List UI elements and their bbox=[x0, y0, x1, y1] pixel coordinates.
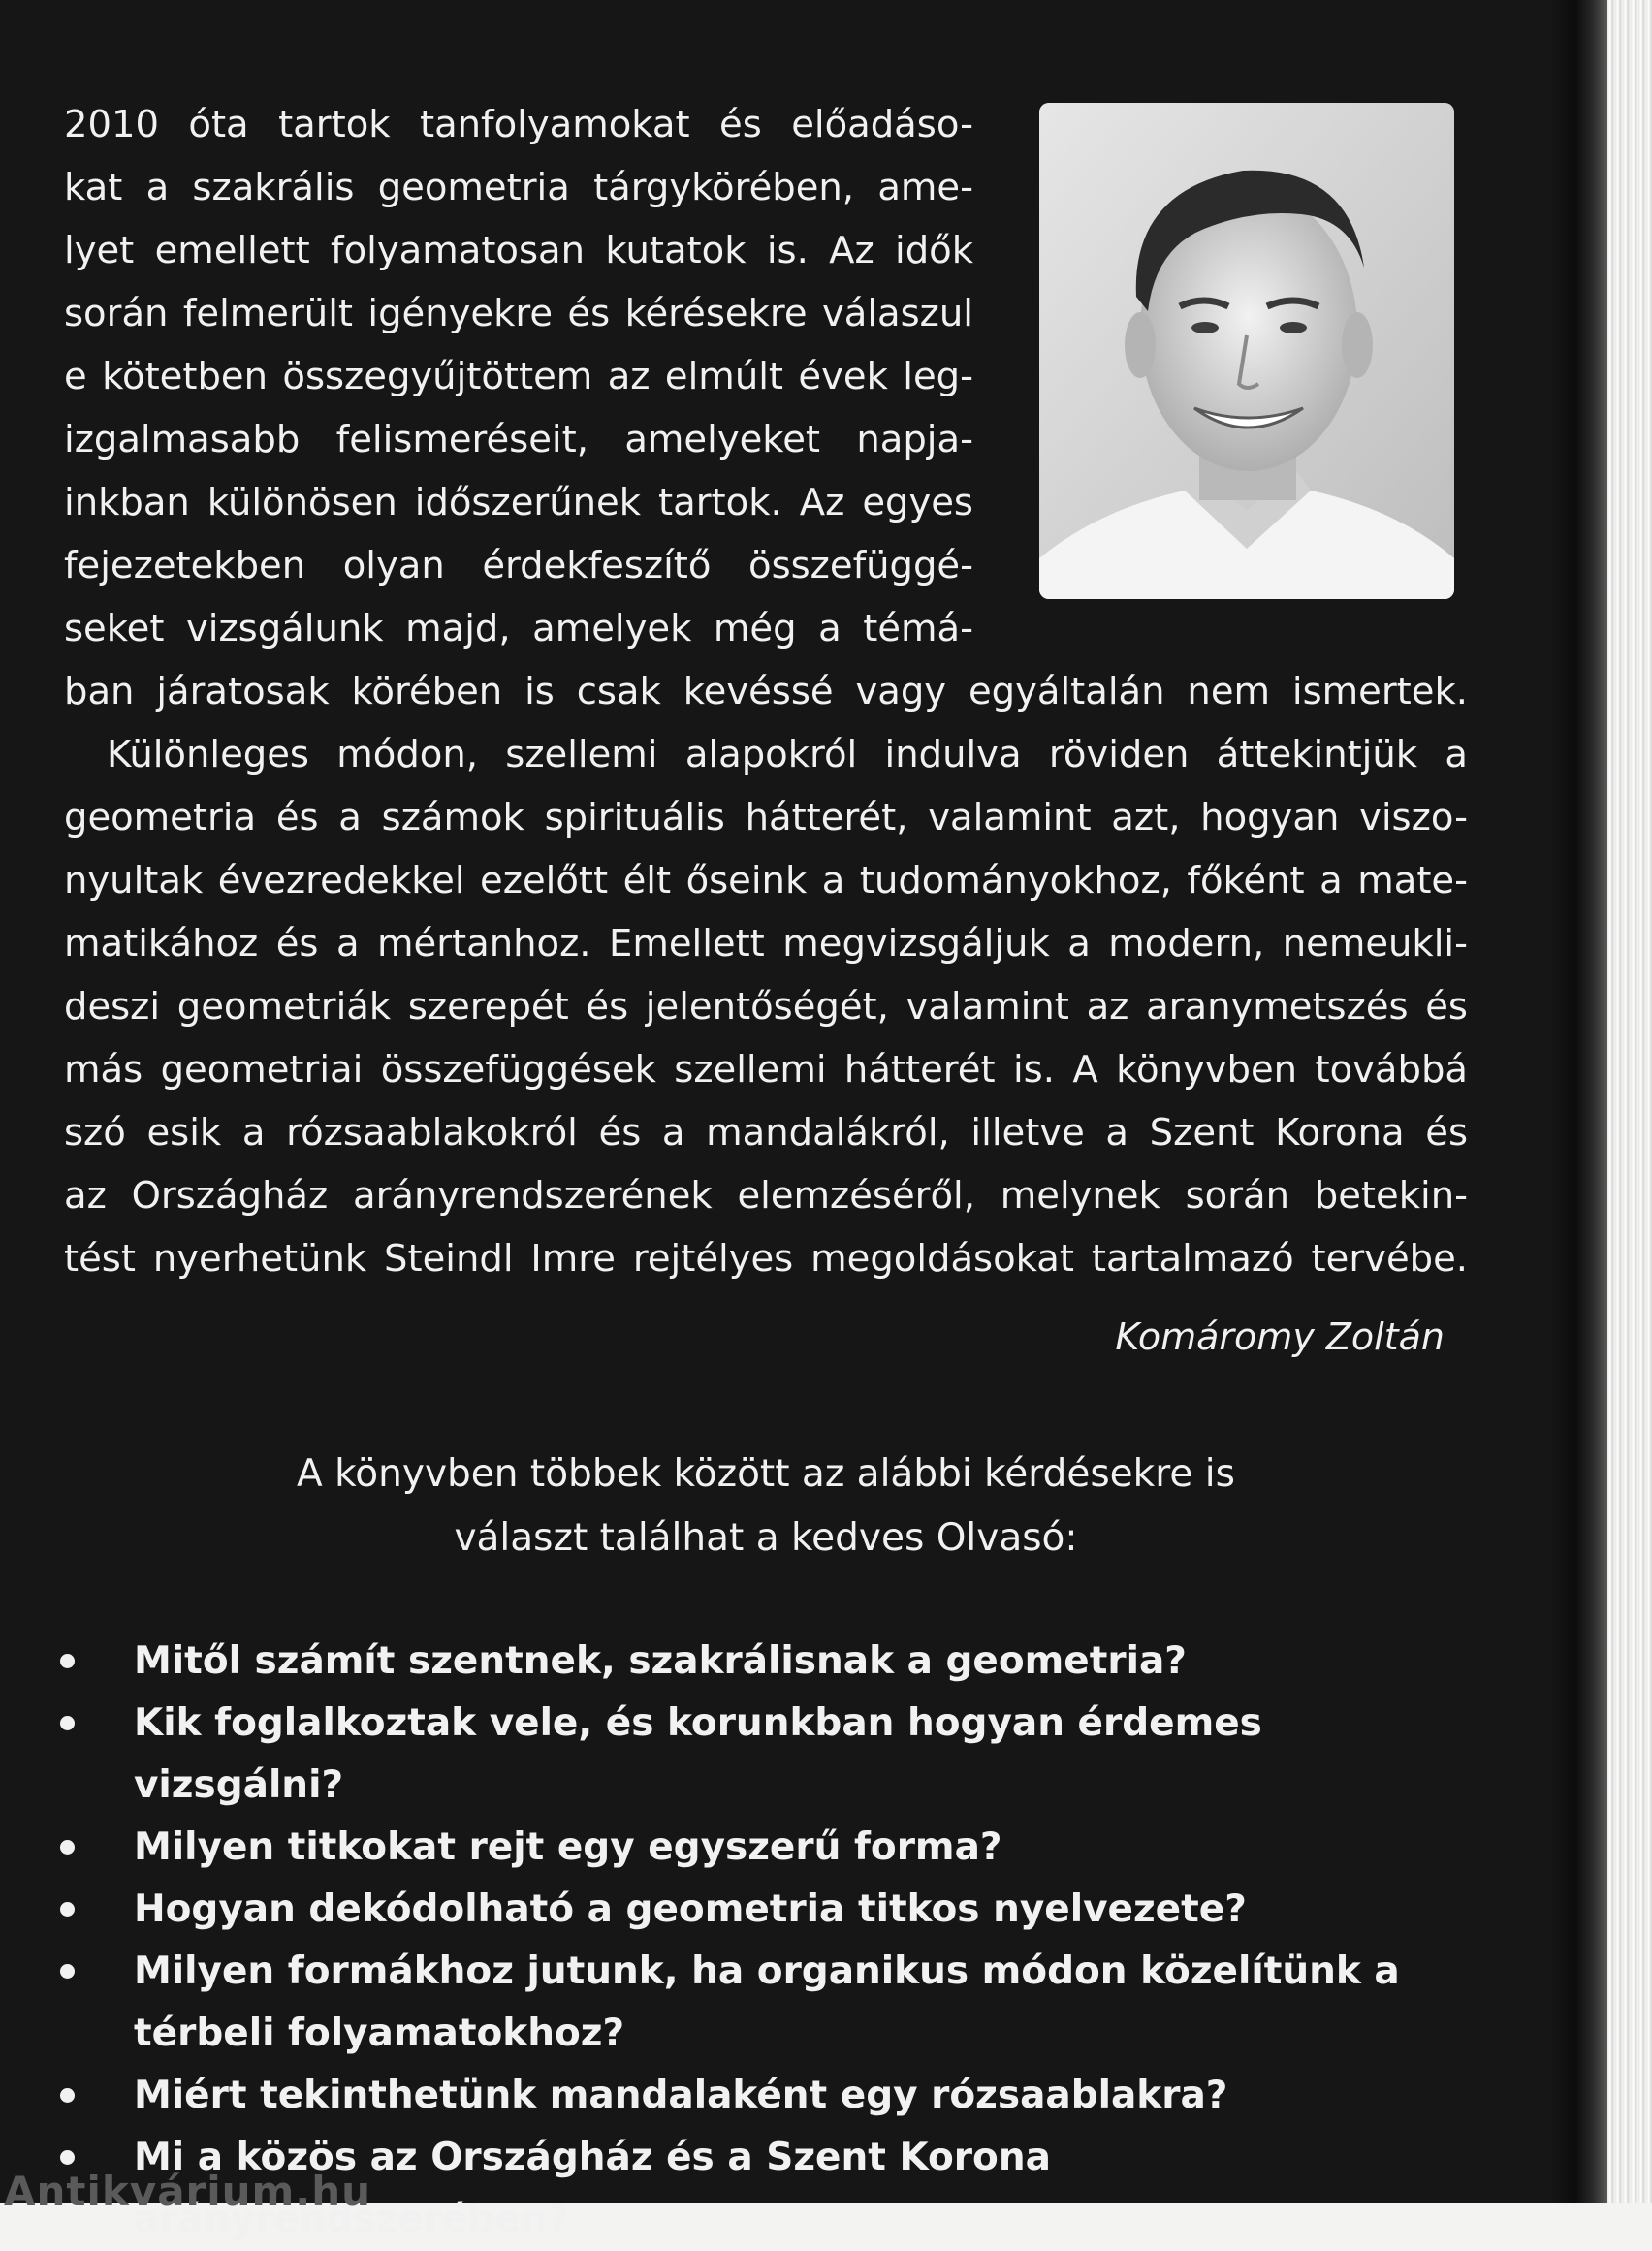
question-item bbox=[58, 1941, 1474, 2065]
intro-line: lyet emellett folyamatosan kutatok is. Az idők bbox=[64, 229, 973, 272]
bullet-icon bbox=[60, 2088, 75, 2103]
question-text: Milyen formákhoz jutunk, ha organikus módon közelítünk a térbeli folyamatokhoz? bbox=[134, 1950, 1400, 2055]
intro-line: inkban különösen időszerűnek tartok. Az egyes bbox=[64, 481, 973, 524]
intro-line: tést nyerhetünk Steindl Imre rejtélyes megoldásokat tartalmazó tervébe. bbox=[64, 1237, 1468, 1281]
watermark: Antikvárium.hu bbox=[4, 2168, 372, 2215]
question-text: Hogyan dekódolható a geometria titkos nyelvezete? bbox=[134, 1887, 1247, 1931]
questions-intro bbox=[0, 1443, 1532, 1570]
intro-text bbox=[64, 93, 1468, 1290]
questions-intro-line: A könyvben többek között az alábbi kérdésekre is bbox=[297, 1452, 1235, 1496]
intro-line: 2010 óta tartok tanfolyamokat és előadáso- bbox=[64, 103, 973, 146]
intro-line: más geometriai összefüggések szellemi hátterét is. A könyvben továbbá bbox=[64, 1048, 1468, 1092]
intro-line: az Országház arányrendszerének elemzéséről, melynek során betekin- bbox=[64, 1174, 1468, 1218]
intro-line: Különleges módon, szellemi alapokról indulva röviden áttekintjük a bbox=[107, 733, 1468, 777]
page-edge bbox=[1607, 0, 1652, 2203]
intro-line: során felmerült igényekre és kérésekre válaszul bbox=[64, 292, 973, 335]
intro-line: e kötetben összegyűjtöttem az elmúlt évek leg- bbox=[64, 355, 973, 398]
question-text: Mitől számít szentnek, szakrálisnak a geometria? bbox=[134, 1639, 1187, 1683]
question-item bbox=[58, 1879, 1474, 1941]
intro-line: nyultak évezredekkel ezelőtt élt őseink a tudományokhoz, főként a mate- bbox=[64, 859, 1468, 903]
spine-shadow bbox=[1549, 0, 1607, 2203]
bullet-icon bbox=[60, 1654, 75, 1668]
intro-line: szó esik a rózsaablakokról és a mandalákról, illetve a Szent Korona és bbox=[64, 1111, 1468, 1155]
bullet-icon bbox=[60, 1902, 75, 1917]
bullet-icon bbox=[60, 1716, 75, 1730]
intro-line: fejezetekben olyan érdekfeszítő összefüggé- bbox=[64, 544, 973, 587]
bullet-icon bbox=[60, 1964, 75, 1979]
question-text: Miért tekinthetünk mandalaként egy rózsaablakra? bbox=[134, 2074, 1228, 2117]
question-text: Milyen titkokat rejt egy egyszerű forma? bbox=[134, 1825, 1002, 1869]
question-item bbox=[58, 1631, 1474, 1693]
questions-intro-line: választ találhat a kedves Olvasó: bbox=[454, 1516, 1078, 1560]
question-text: Mi a közös az Országház és a Szent Korona arányrendszerében? bbox=[134, 2136, 1051, 2241]
intro-line: kat a szakrális geometria tárgykörében, ame- bbox=[64, 166, 973, 209]
intro-line: geometria és a számok spirituális hátterét, valamint azt, hogyan viszo- bbox=[64, 796, 1468, 840]
intro-line: ban járatosak körében is csak kevéssé vagy egyáltalán nem ismertek. bbox=[64, 670, 1468, 713]
bullet-icon bbox=[60, 2150, 75, 2165]
question-item bbox=[58, 1817, 1474, 1879]
question-item bbox=[58, 1693, 1474, 1817]
questions-list bbox=[58, 1631, 1474, 2251]
question-item bbox=[58, 2065, 1474, 2127]
intro-line: seket vizsgálunk majd, amelyek még a témá- bbox=[64, 607, 973, 650]
question-text: Kik foglalkoztak vele, és korunkban hogyan érdemes vizsgálni? bbox=[134, 1701, 1262, 1807]
author-signature: Komáromy Zoltán bbox=[1115, 1316, 1445, 1358]
intro-line: izgalmasabb felismeréseit, amelyeket napja- bbox=[64, 418, 973, 461]
intro-line: deszi geometriák szerepét és jelentőségét, valamint az aranymetszés és bbox=[64, 985, 1468, 1029]
intro-line: matikához és a mértanhoz. Emellett megvizsgáljuk a modern, nemeukli- bbox=[64, 922, 1468, 966]
bullet-icon bbox=[60, 1840, 75, 1855]
